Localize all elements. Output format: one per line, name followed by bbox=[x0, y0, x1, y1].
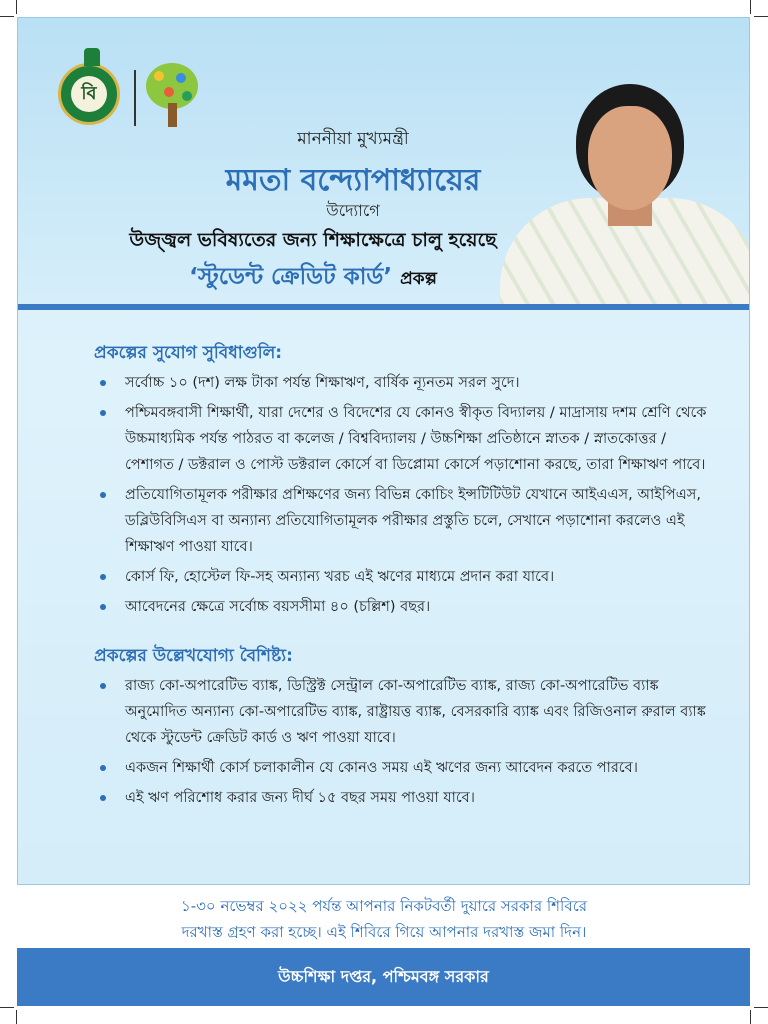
department-footer: উচ্চশিক্ষা দপ্তর, পশ্চিমবঙ্গ সরকার bbox=[17, 948, 750, 1006]
list-item: আবেদনের ক্ষেত্রে সর্বোচ্চ বয়সসীমা ৪০ (চল্লিশ) বছর। bbox=[98, 594, 718, 620]
list-item: প্রতিযোগিতামূলক পরীক্ষার প্রশিক্ষণের জন্য বিভিন্ন কোচিং ইন্সটিটিউট যেখানে আইএএস, আইপিএস, ডব্লিউবিসিএস বা অন্যান্য প্রতিযোগিতামূলক পরীক্ষার প্রস্তুতি চলে, সেখানে পড়াশোনা করলেও এই শিক্ষাঋণ পাওয়া যাবে। bbox=[98, 482, 718, 560]
bullet-icon bbox=[100, 795, 106, 801]
benefits-title: প্রকল্পের সুযোগ সুবিধাগুলি: bbox=[94, 343, 283, 363]
honorific: মাননীয়া মুখ্যমন্ত্রী bbox=[297, 129, 409, 149]
tree-logo-icon bbox=[146, 63, 198, 127]
tagline: উজ্জ্বল ভবিষ্যতের জন্য শিক্ষাক্ষেত্রে চালু হয়েছে bbox=[129, 229, 497, 251]
bullet-icon bbox=[100, 604, 106, 610]
chief-minister-portrait bbox=[500, 78, 750, 306]
features-title: প্রকল্পের উল্লেখযোগ্য বৈশিষ্ট্য: bbox=[94, 646, 293, 666]
notice-line-1: ১-৩০ নভেম্বর ২০২২ পর্যন্ত আপনার নিকটবর্তী দুয়ারে সরকার শিবিরে bbox=[181, 897, 587, 915]
bullet-icon bbox=[100, 683, 106, 689]
header-area bbox=[18, 18, 749, 306]
scheme-name: ‘স্টুডেন্ট ক্রেডিট কার্ড’ bbox=[189, 264, 393, 290]
crop-mark bbox=[754, 1007, 768, 1008]
bullet-icon bbox=[100, 492, 106, 498]
tree-trunk-icon bbox=[168, 103, 177, 127]
biswa-bangla-logo-icon bbox=[58, 63, 120, 125]
initiative-text: উদ্যোগে bbox=[326, 201, 380, 220]
list-item: কোর্স ফি, হোস্টেল ফি-সহ অন্যান্য খরচ এই ঋণের মাধ্যমে প্রদান করা যাবে। bbox=[98, 564, 718, 590]
crop-mark bbox=[750, 0, 751, 14]
logo-left-letter: বি bbox=[71, 76, 107, 112]
list-item: এই ঋণ পরিশোধ করার জন্য দীর্ঘ ১৫ বছর সময় পাওয়া যাবে। bbox=[98, 785, 718, 811]
portrait-face bbox=[588, 106, 672, 210]
bullet-icon bbox=[100, 574, 106, 580]
crop-mark bbox=[754, 16, 768, 17]
crop-mark bbox=[16, 0, 17, 14]
bullet-icon bbox=[100, 410, 106, 416]
emblem-icon bbox=[84, 48, 100, 66]
features-list bbox=[98, 673, 718, 815]
list-item: একজন শিক্ষার্থী কোর্স চলাকালীন যে কোনও সময় এই ঋণের জন্য আবেদন করতে পারবে। bbox=[98, 755, 718, 781]
scheme-suffix: প্রকল্প bbox=[400, 269, 437, 289]
crop-mark bbox=[0, 1007, 14, 1008]
chief-minister-name: মমতা বন্দ্যোপাধ্যায়ের bbox=[225, 163, 481, 198]
list-item: রাজ্য কো-অপারেটিভ ব্যাঙ্ক, ডিস্ট্রিক্ট সেন্ট্রাল কো-অপারেটিভ ব্যাঙ্ক, রাজ্য কো-অপারেটিভ ব্যাঙ্ক অনুমোদিত অন্যান্য কো-অপারেটিভ ব্যাঙ্ক, রাষ্ট্রায়ত্ত ব্যাঙ্ক, বেসরকারি ব্যাঙ্ক এবং রিজিওনাল রুরাল ব্যাঙ্ক থেকে স্টুডেন্ট ক্রেডিট কার্ড ও ঋণ পাওয়া যাবে। bbox=[98, 673, 718, 751]
bullet-icon bbox=[100, 765, 106, 771]
notice-line-2: দরখাস্ত গ্রহণ করা হচ্ছে। এই শিবিরে গিয়ে আপনার দরখাস্ত জমা দিন। bbox=[181, 923, 587, 941]
list-item: সর্বোচ্চ ১০ (দশ) লক্ষ টাকা পর্যন্ত শিক্ষাঋণ, বার্ষিক ন্যূনতম সরল সুদে। bbox=[98, 370, 718, 396]
scheme-title bbox=[98, 258, 528, 297]
bullet-icon bbox=[100, 380, 106, 386]
crop-mark bbox=[0, 16, 14, 17]
list-item: পশ্চিমবঙ্গবাসী শিক্ষার্থী, যারা দেশের ও বিদেশের যে কোনও স্বীকৃত বিদ্যালয় / মাদ্রাসায় দশম শ্রেণি থেকে উচ্চমাধ্যমিক পর্যন্ত পাঠরত বা কলেজ / বিশ্ববিদ্যালয় / উচ্চশিক্ষা প্রতিষ্ঠানে স্নাতক / স্নাতকোত্তর / পেশাগত / ডক্টরাল ও পোস্ট ডক্টরাল কোর্সে বা ডিপ্লোমা কোর্সে পড়াশোনা করছে, তারা শিক্ষাঋণ পাবে। bbox=[98, 400, 718, 478]
header-divider-line bbox=[18, 304, 749, 310]
logo-divider bbox=[134, 70, 136, 126]
benefits-list bbox=[98, 370, 718, 624]
crop-mark bbox=[16, 1010, 17, 1024]
poster-panel bbox=[17, 17, 750, 885]
crop-mark bbox=[750, 1010, 751, 1024]
